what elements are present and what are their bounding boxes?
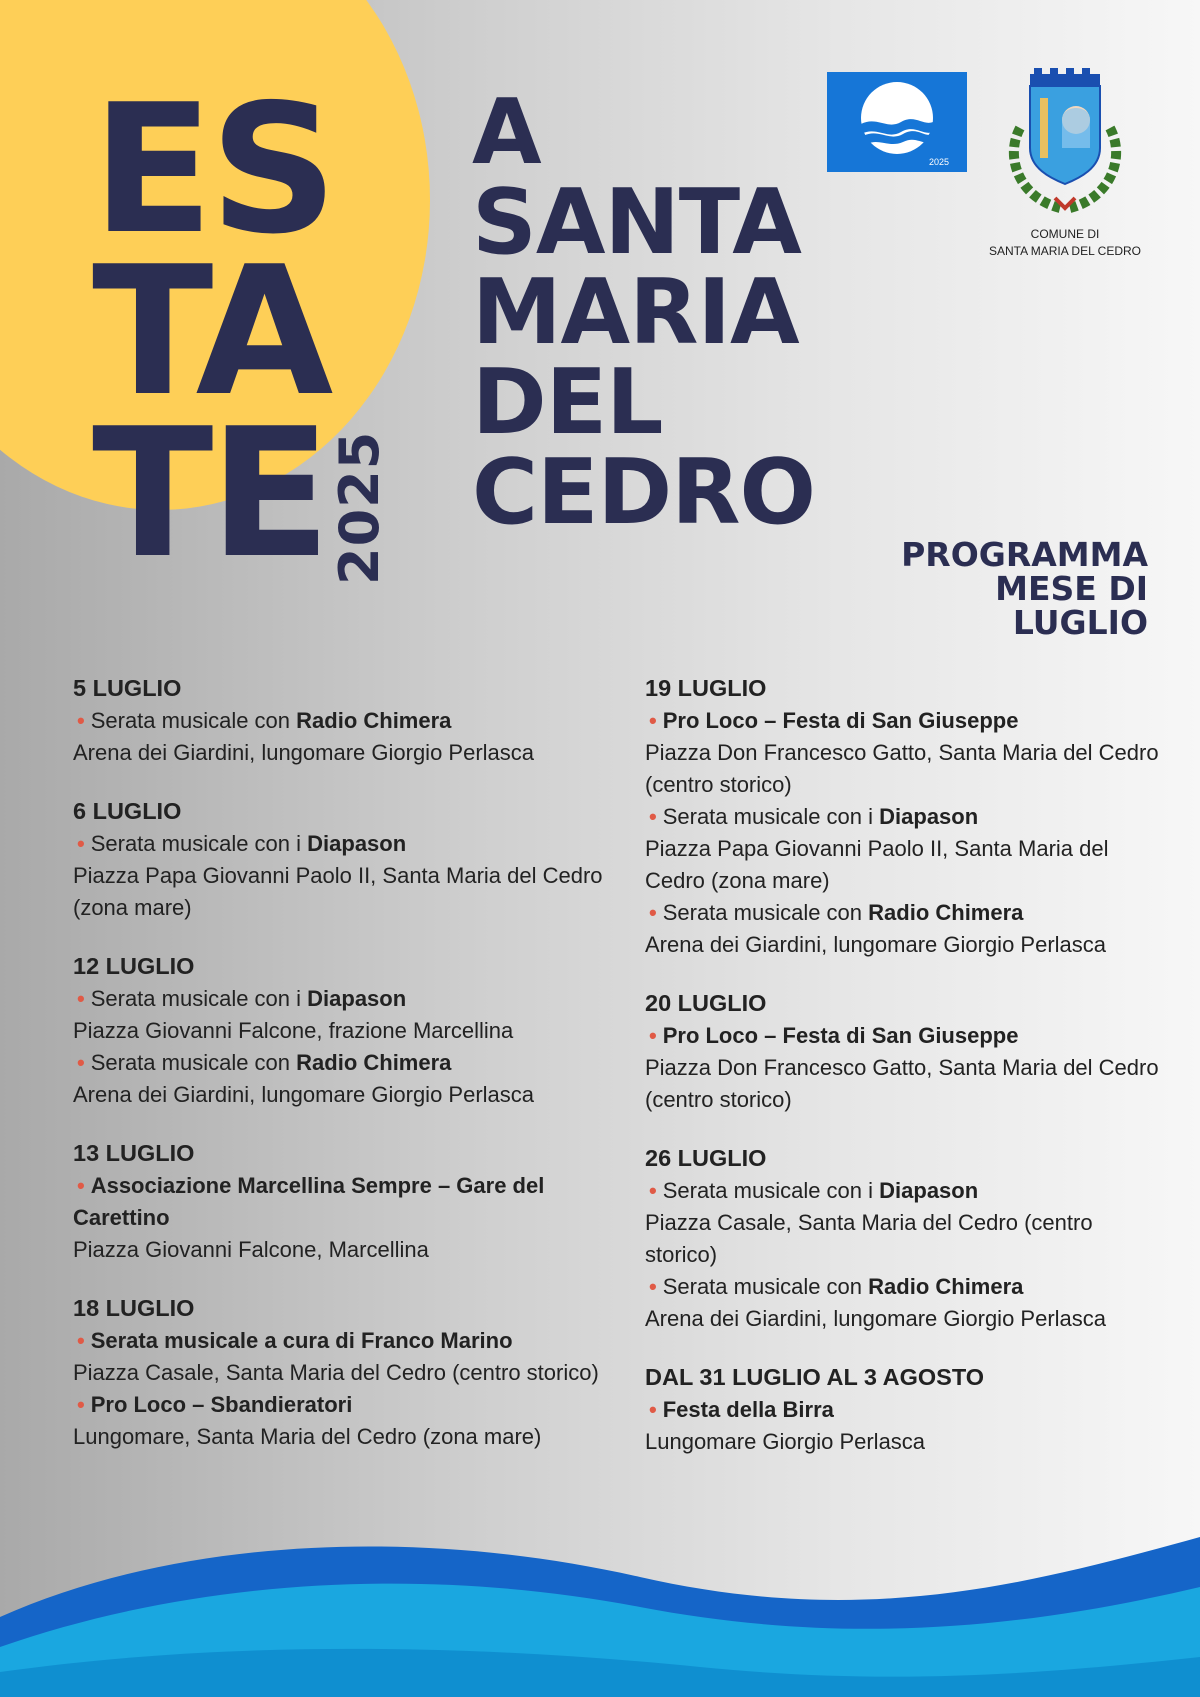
event-performer: Radio Chimera (296, 708, 452, 733)
event-performer: Diapason (307, 986, 407, 1011)
event-title (73, 983, 603, 1015)
bullet-icon: • (649, 900, 657, 925)
day-group (645, 1361, 1165, 1458)
bullet-icon: • (77, 1392, 85, 1417)
comune-label (970, 226, 1160, 260)
day-group (73, 1292, 603, 1453)
bullet-icon: • (649, 1274, 657, 1299)
title-line: CEDRO (472, 440, 816, 545)
event-location: Piazza Giovanni Falcone, frazione Marcellina (73, 1018, 514, 1043)
blue-flag-icon (827, 72, 967, 172)
event-title (73, 1325, 603, 1357)
event-title (645, 801, 1165, 833)
estate-line: TE (92, 390, 328, 597)
programma-line: MESE DI (995, 569, 1148, 608)
bullet-icon: • (77, 831, 85, 856)
event-prefix: Serata musicale con (90, 1050, 297, 1075)
event-title (645, 1394, 1165, 1426)
event-title (73, 1170, 603, 1234)
day-group (73, 795, 603, 924)
event-title (73, 1047, 603, 1079)
comune-line: COMUNE DI (1030, 227, 1100, 241)
bullet-icon: • (649, 1178, 657, 1203)
event-prefix: Serata musicale con i (90, 986, 308, 1011)
event-title (645, 1020, 1165, 1052)
event-title (645, 1271, 1165, 1303)
bullet-icon: • (77, 1328, 85, 1353)
event-prefix: Serata musicale con (90, 708, 297, 733)
day-heading: 5 LUGLIO (73, 675, 182, 701)
day-group (645, 987, 1165, 1116)
programma-line: PROGRAMMA (901, 535, 1148, 574)
event-performer: Diapason (879, 1178, 979, 1203)
bullet-icon: • (77, 708, 85, 733)
event-location: Lungomare Giorgio Perlasca (645, 1429, 926, 1454)
estate-heading (92, 66, 334, 597)
programma-heading (901, 535, 1148, 642)
event-performer: Festa della Birra (662, 1397, 834, 1422)
event-prefix: Serata musicale con (662, 900, 869, 925)
event-title (645, 1175, 1165, 1207)
day-heading: 6 LUGLIO (73, 798, 182, 824)
event-performer: Serata musicale a cura di Franco Marino (90, 1328, 513, 1353)
event-location: Piazza Don Francesco Gatto, Santa Maria del Cedro (centro storico) (645, 740, 1159, 797)
event-location: Arena dei Giardini, lungomare Giorgio Perlasca (645, 932, 1107, 957)
bullet-icon: • (649, 804, 657, 829)
event-title (73, 705, 603, 737)
event-location: Piazza Papa Giovanni Paolo II, Santa Maria del Cedro (zona mare) (645, 836, 1109, 893)
flag-year: 2025 (928, 157, 949, 167)
day-heading: 12 LUGLIO (73, 953, 195, 979)
event-performer: Diapason (307, 831, 407, 856)
day-heading: 20 LUGLIO (645, 990, 767, 1016)
day-group (645, 672, 1165, 961)
bullet-icon: • (77, 1173, 85, 1198)
title-line: SANTA (472, 170, 801, 275)
event-prefix: Serata musicale con i (662, 1178, 880, 1203)
bullet-icon: • (77, 986, 85, 1011)
schedule-left-column (73, 672, 603, 1479)
day-heading: 13 LUGLIO (73, 1140, 195, 1166)
day-group (73, 672, 603, 769)
bullet-icon: • (77, 1050, 85, 1075)
event-location: Arena dei Giardini, lungomare Giorgio Perlasca (73, 1082, 535, 1107)
day-heading: 18 LUGLIO (73, 1295, 195, 1321)
event-location: Piazza Papa Giovanni Paolo II, Santa Maria del Cedro (zona mare) (73, 863, 603, 920)
event-prefix: Serata musicale con (662, 1274, 869, 1299)
title-line: DEL (472, 350, 663, 455)
event-performer: Pro Loco – Sbandieratori (90, 1392, 353, 1417)
day-heading: DAL 31 LUGLIO AL 3 AGOSTO (645, 1364, 985, 1390)
bullet-icon: • (649, 1023, 657, 1048)
event-title (73, 828, 603, 860)
event-location: Piazza Casale, Santa Maria del Cedro (centro storico) (645, 1210, 1093, 1267)
town-title (472, 80, 816, 545)
blue-flag-logo (827, 72, 967, 172)
event-prefix: Serata musicale con i (662, 804, 880, 829)
event-performer: Radio Chimera (868, 900, 1024, 925)
event-performer: Associazione Marcellina Sempre – Gare del Carettino (73, 1173, 545, 1230)
year-label: 2025 (328, 430, 391, 585)
event-location: Lungomare, Santa Maria del Cedro (zona mare) (73, 1424, 542, 1449)
event-title (73, 1389, 603, 1421)
bullet-icon: • (649, 1397, 657, 1422)
event-title (645, 705, 1165, 737)
estate-line: ES (92, 66, 334, 273)
event-prefix: Serata musicale con i (90, 831, 308, 856)
event-location: Arena dei Giardini, lungomare Giorgio Perlasca (73, 740, 535, 765)
estate-line: TA (92, 228, 330, 435)
event-location: Arena dei Giardini, lungomare Giorgio Perlasca (645, 1306, 1107, 1331)
day-heading: 19 LUGLIO (645, 675, 767, 701)
day-group (73, 1137, 603, 1266)
title-line: MARIA (472, 260, 799, 365)
event-title (645, 897, 1165, 929)
comune-line: SANTA MARIA DEL CEDRO (988, 244, 1142, 258)
day-heading: 26 LUGLIO (645, 1145, 767, 1171)
event-location: Piazza Casale, Santa Maria del Cedro (centro storico) (73, 1360, 599, 1385)
event-performer: Pro Loco – Festa di San Giuseppe (662, 1023, 1019, 1048)
event-performer: Radio Chimera (868, 1274, 1024, 1299)
bullet-icon: • (649, 708, 657, 733)
title-line: A (472, 80, 541, 185)
event-performer: Pro Loco – Festa di San Giuseppe (662, 708, 1019, 733)
event-location: Piazza Giovanni Falcone, Marcellina (73, 1237, 429, 1262)
sea-waves (0, 1497, 1200, 1697)
event-location: Piazza Don Francesco Gatto, Santa Maria del Cedro (centro storico) (645, 1055, 1159, 1112)
event-performer: Diapason (879, 804, 979, 829)
schedule-right-column (645, 672, 1165, 1484)
day-group (73, 950, 603, 1111)
comune-crest-logo (990, 68, 1140, 218)
day-group (645, 1142, 1165, 1335)
event-performer: Radio Chimera (296, 1050, 452, 1075)
programma-line: LUGLIO (1012, 603, 1148, 642)
